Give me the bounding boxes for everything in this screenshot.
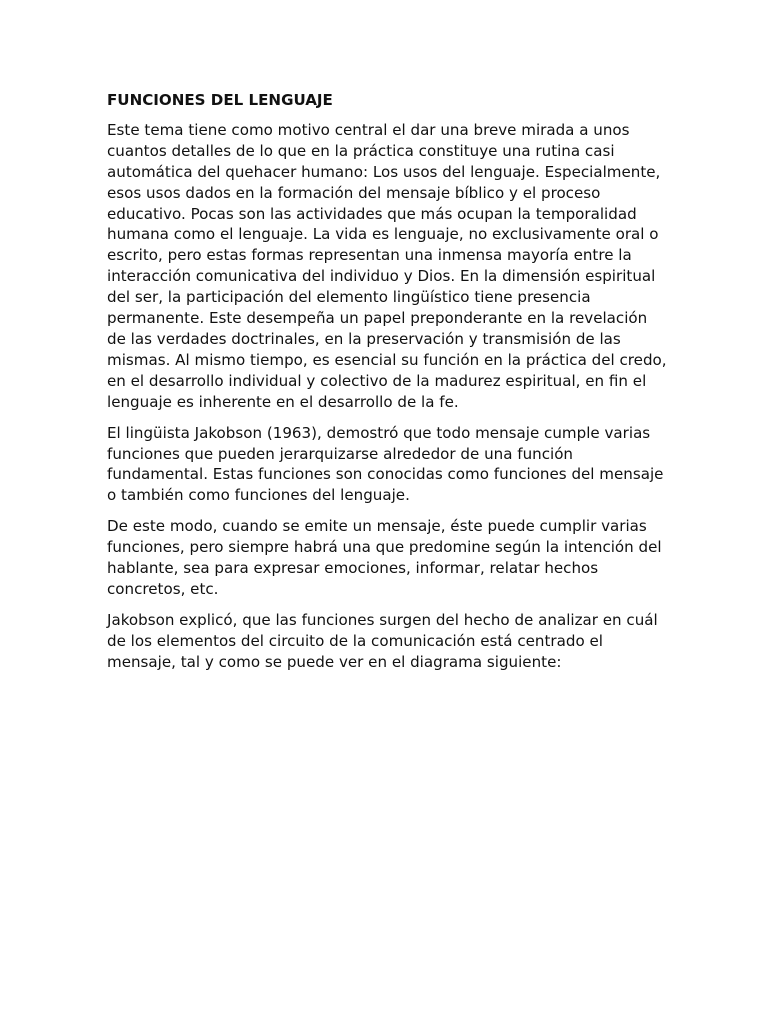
- paragraph-intro: Este tema tiene como motivo central el dar una breve mirada a unos cuantos detalles de lo que en la práctica constituye una rutina casi automática del quehacer humano: Los usos del lenguaje. Especialmente, esos usos dados en la formación del mensaje bíblico y el proceso educativo. Pocas son las actividades que más ocupan la temporalidad humana como el lenguaje. La vida es lenguaje, no exclusivamente oral o escrito, pero estas formas representan una inmensa mayoría entre la interacción comunicativa del individuo y Dios. En la dimensión espiritual del ser, la participación del elemento lingüístico tiene presencia permanente. Este desempeña un papel preponderante en la revelación de las verdades doctrinales, en la preservación y transmisión de las mismas. Al mismo tiempo, es esencial su función en la práctica del credo, en el desarrollo individual y colectivo de la madurez espiritual, en fin el lenguaje es inherente en el desarrollo de la fe.: [107, 120, 667, 411]
- document-page: [107, 90, 667, 683]
- paragraph-functions: De este modo, cuando se emite un mensaje, éste puede cumplir varias funciones, pero siempre habrá una que predomine según la intención del hablante, sea para expresar emociones, informar, relatar hechos concretos, etc.: [107, 517, 662, 598]
- paragraph-diagram-intro: Jakobson explicó, que las funciones surgen del hecho de analizar en cuál de los elementos del circuito de la comunicación está centrado el mensaje, tal y como se puede ver en el diagrama siguiente:: [107, 610, 658, 671]
- paragraph-jakobson: El lingüista Jakobson (1963), demostró que todo mensaje cumple varias funciones que pueden jerarquizarse alrededor de una función fundamental. Estas funciones son conocidas como funciones del mensaje o también como funciones del lenguaje.: [107, 423, 664, 505]
- document-title: FUNCIONES DEL LENGUAJE: [107, 91, 333, 109]
